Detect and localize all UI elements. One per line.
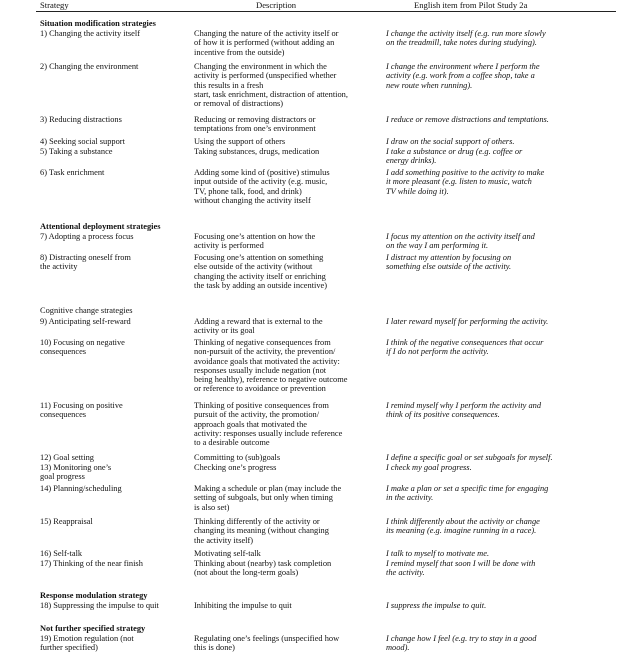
row-18-english-item: I suppress the impulse to quit.	[386, 601, 487, 610]
row-18-description: Inhibiting the impulse to quit	[194, 601, 292, 610]
header-strategy: Strategy	[40, 0, 69, 10]
row-2-strategy: 2) Changing the environment	[40, 62, 139, 71]
row-17-strategy: 17) Thinking of the near finish	[40, 559, 143, 568]
row-12-english-item: I define a specific goal or set subgoals for myself.	[386, 453, 553, 462]
header-rule	[36, 11, 616, 12]
row-2-english-item: I change the environment where I perform the activity (e.g. work from a coffee shop, take a new route when running).	[386, 62, 540, 90]
row-11-english-item: I remind myself why I perform the activity and think of its positive consequences.	[386, 401, 542, 420]
row-5-english-item: I take a substance or drug (e.g. coffee or energy drinks).	[386, 147, 523, 166]
row-17-english-item: I remind myself that soon I will be done with the activity.	[386, 559, 536, 578]
row-1-description: Changing the nature of the activity itself or of how it is performed (without adding an incentive from the outside)	[194, 29, 339, 57]
row-16-english-item: I talk to myself to motivate me.	[386, 549, 490, 558]
row-7-english-item: I focus my attention on the activity itself and on the way I am performing it.	[386, 232, 535, 251]
row-4-strategy: 4) Seeking social support	[40, 137, 125, 146]
row-16-strategy: 16) Self-talk	[40, 549, 83, 558]
section-cognitive-change: Cognitive change strategies	[40, 306, 133, 315]
row-9-description: Adding a reward that is external to the activity or its goal	[194, 317, 323, 336]
row-1-english-item: I change the activity itself (e.g. run more slowly on the treadmill, take notes during studying).	[386, 29, 546, 48]
row-15-english-item: I think differently about the activity or change its meaning (e.g. imagine running in a race).	[386, 517, 540, 536]
row-5-description: Taking substances, drugs, medication	[194, 147, 320, 156]
row-6-strategy: 6) Task enrichment	[40, 168, 105, 177]
row-7-strategy: 7) Adopting a process focus	[40, 232, 134, 241]
row-9-english-item: I later reward myself for performing the activity.	[386, 317, 549, 326]
row-5-strategy: 5) Taking a substance	[40, 147, 113, 156]
row-3-english-item: I reduce or remove distractions and temptations.	[386, 115, 549, 124]
row-6-english-item: I add something positive to the activity to make it more pleasant (e.g. listen to music, watch TV while doing it).	[386, 168, 545, 196]
row-3-strategy: 3) Reducing distractions	[40, 115, 122, 124]
header-english-item: English item from Pilot Study 2a	[414, 0, 528, 10]
section-situation-modification: Situation modification strategies	[40, 19, 156, 28]
row-15-strategy: 15) Reappraisal	[40, 517, 93, 526]
row-14-english-item: I make a plan or set a specific time for engaging in the activity.	[386, 484, 549, 503]
row-6-description: Adding some kind of (positive) stimulus input outside of the activity (e.g. music, TV, phone talk, food, and drink) without changing the activity itself	[194, 168, 330, 205]
row-7-description: Focusing one’s attention on how the activity is performed	[194, 232, 316, 251]
row-12-description: Committing to (sub)goals	[194, 453, 281, 462]
header-description: Description	[256, 0, 297, 10]
row-16-description: Motivating self-talk	[194, 549, 261, 558]
row-3-description: Reducing or removing distractors or temptations from one’s environment	[194, 115, 316, 134]
row-12-strategy: 12) Goal setting	[40, 453, 94, 462]
row-13-strategy: 13) Monitoring one’s goal progress	[40, 463, 112, 482]
row-8-description: Focusing one’s attention on something else outside of the activity (without changing the activity itself or enriching the task by adding an outside incentive)	[194, 253, 328, 290]
row-19-description: Regulating one’s feelings (unspecified how this is done)	[194, 634, 340, 653]
row-13-description: Checking one’s progress	[194, 463, 277, 472]
row-10-description: Thinking of negative consequences from non-pursuit of the activity, the prevention/ avoidance goals that motivated the activity: responses usually include negation (not being healthy), reference to negative outcome or reference to avoidance or prevention	[194, 338, 348, 394]
row-4-english-item: I draw on the social support of others.	[386, 137, 515, 146]
row-11-strategy: 11) Focusing on positive consequences	[40, 401, 123, 420]
row-19-strategy: 19) Emotion regulation (not further specified)	[40, 634, 134, 653]
row-4-description: Using the support of others	[194, 137, 286, 146]
row-10-strategy: 10) Focusing on negative consequences	[40, 338, 125, 357]
row-10-english-item: I think of the negative consequences that occur if I do not perform the activity.	[386, 338, 544, 357]
row-8-strategy: 8) Distracting oneself from the activity	[40, 253, 131, 272]
row-11-description: Thinking of positive consequences from pursuit of the activity, the promotion/ approach goals that motivated the activity: responses usually include reference to a desirable outcome	[194, 401, 343, 448]
row-15-description: Thinking differently of the activity or changing its meaning (without changing the activity itself)	[194, 517, 329, 545]
row-17-description: Thinking about (nearby) task completion (not about the long-term goals)	[194, 559, 332, 578]
row-14-strategy: 14) Planning/scheduling	[40, 484, 122, 493]
section-not-further-specified: Not further specified strategy	[40, 624, 146, 633]
section-attentional-deployment: Attentional deployment strategies	[40, 222, 161, 231]
row-13-english-item: I check my goal progress.	[386, 463, 472, 472]
section-response-modulation: Response modulation strategy	[40, 591, 148, 600]
row-9-strategy: 9) Anticipating self-reward	[40, 317, 131, 326]
row-2-description: Changing the environment in which the activity is performed (unspecified whether this results in a fresh start, task enrichment, distraction of attention, or removal of distractions)	[194, 62, 348, 109]
row-19-english-item: I change how I feel (e.g. try to stay in a good mood).	[386, 634, 537, 653]
row-8-english-item: I distract my attention by focusing on something else outside of the activity.	[386, 253, 512, 272]
row-14-description: Making a schedule or plan (may include the setting of subgoals, but only when timing is also set)	[194, 484, 342, 512]
row-1-strategy: 1) Changing the activity itself	[40, 29, 141, 38]
row-18-strategy: 18) Suppressing the impulse to quit	[40, 601, 159, 610]
